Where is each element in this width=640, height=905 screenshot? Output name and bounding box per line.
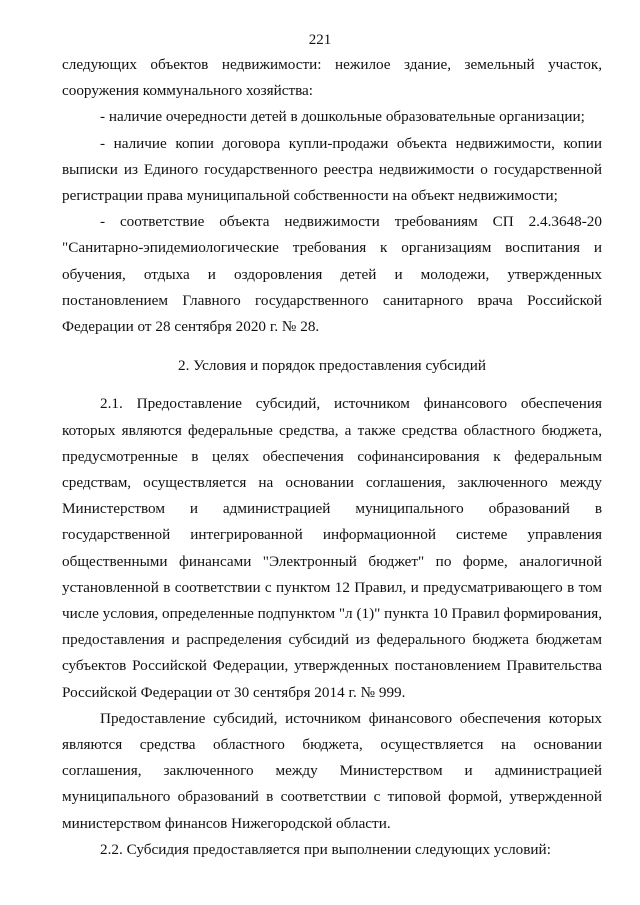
- page-number: 221: [308, 32, 332, 48]
- document-body: [62, 52, 602, 863]
- list-item-sanitary-compliance: - соответствие объекта недвижимости требованиям СП 2.4.3648-20 "Санитарно-эпидемиологические требования к организациям воспитания и обучения, отдыха и оздоровления детей и молодежи, утвержденных постановлением Главного государственного санитарного врача Российской Федерации от 28 сентября 2020 г. № 28.: [62, 213, 602, 336]
- list-item-contract-copy: - наличие копии договора купли-продажи объекта недвижимости, копии выписки из Единого государственного реестра недвижимости о государственной регистрации права муниципальной собственности на объект недвижимости;: [62, 134, 602, 205]
- paragraph-2-1: 2.1. Предоставление субсидий, источником финансового обеспечения которых являются федеральные средства, а также средства областного бюджета, предусмотренные в целях обеспечения софинансирования к федеральным средствам, осуществляется на основании соглашения, заключенного между Министерством и администрацией муниципального образований в государственной интегрированной информационной системе управления общественными финансами "Электронный бюджет" по форме, аналогичной установленной в соответствии с пунктом 12 Правил, и предусматривающего в том числе условия, определенные подпунктом "л (1)" пункта 10 Правил формирования, предоставления и распределения субсидий из федерального бюджета бюджетам субъектов Российской Федерации, утвержденных постановлением Правительства Российской Федерации от 30 сентября 2014 г. № 999.: [62, 395, 602, 701]
- paragraph-continuation: следующих объектов недвижимости: нежилое здание, земельный участок, сооружения коммунального хозяйства:: [62, 56, 602, 100]
- list-item-queue: - наличие очередности детей в дошкольные образовательные организации;: [100, 108, 585, 126]
- paragraph-2-2: 2.2. Субсидия предоставляется при выполнении следующих условий:: [100, 840, 551, 858]
- section-heading: 2. Условия и порядок предоставления субсидий: [178, 357, 486, 375]
- paragraph-regional-subsidy: Предоставление субсидий, источником финансового обеспечения которых являются средства областного бюджета, осуществляется на основании соглашения, заключенного между Министерством и администрацией муниципального образований в соответствии с типовой формой, утвержденной министерством финансов Нижегородской области.: [62, 709, 602, 832]
